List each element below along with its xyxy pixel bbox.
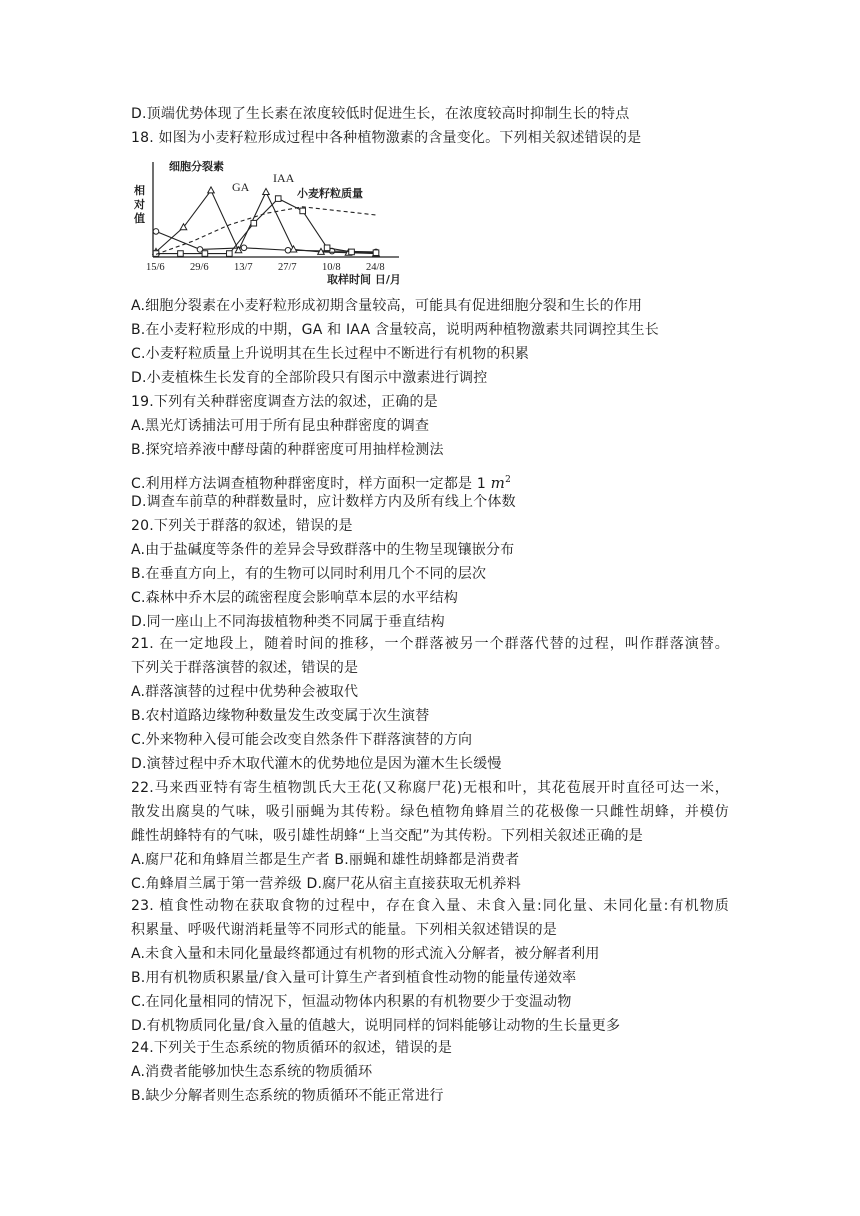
chart-xlabel: 取样时间 日/月 [327, 273, 401, 286]
option-a-q24: A.消费者能够加快生态系统的物质循环 [131, 1064, 373, 1080]
option-b-q19: B.探究培养液中酵母菌的种群密度可用抽样检测法 [131, 442, 444, 458]
option-a-q19: A.黑光灯诱捕法可用于所有昆虫种群密度的调查 [131, 418, 430, 434]
option-d-q23: D.有机物质同化量/食入量的值越大，说明同样的饲料能够让动物的生长量更多 [131, 1018, 621, 1034]
option-c-q20: C.森林中乔木层的疏密程度会影响草本层的水平结构 [131, 590, 459, 606]
data-point [275, 196, 281, 202]
option-b-q21: B.农村道路边缘物种数量发生改变属于次生演替 [131, 708, 430, 724]
x-tick-label: 29/6 [190, 262, 209, 273]
question-22-stem-2: 散发出腐臭的气味，吸引丽蝇为其传粉。绿色植物角蜂眉兰的花极像一只雌性胡蜂，并模仿 [131, 804, 729, 820]
x-tick-label: 27/7 [278, 262, 297, 273]
data-point [300, 208, 306, 214]
question-21-stem-1: 21. 在一定地段上，随着时间的推移，一个群落被另一个群落代替的过程，叫作群落演替。 [131, 636, 729, 652]
x-tick-label: 15/6 [146, 262, 165, 273]
option-a-q18: A.细胞分裂素在小麦籽粒形成初期含量较高，可能具有促进细胞分裂和生长的作用 [131, 298, 643, 314]
option-b-q24: B.缺少分解者则生态系统的物质循环不能正常进行 [131, 1088, 444, 1104]
data-point [251, 220, 257, 226]
x-tick-label: 13/7 [234, 262, 253, 273]
option-b-q20: B.在垂直方向上，有的生物可以同时利用几个不同的层次 [131, 566, 487, 582]
options-ab-q22: A.腐尸花和角蜂眉兰都是生产者 B.丽蝇和雄性胡蜂都是消费者 [131, 852, 520, 868]
question-21-stem-2: 下列关于群落演替的叙述，错误的是 [131, 660, 359, 676]
option-a-q23: A.未食入量和未同化量最终都通过有机物的形式流入分解者，被分解者利用 [131, 946, 600, 962]
options-cd-q22: C.角蜂眉兰属于第一营养级 D.腐尸花从宿主直接获取无机养料 [131, 876, 521, 892]
question-22-stem-1: 22.马来西亚特有寄生植物凯氏大王花(又称腐尸花)无根和叶，其花苞展开时直径可达一米， [131, 780, 729, 796]
question-19-stem: 19.下列有关种群密度调查方法的叙述，正确的是 [131, 394, 438, 410]
data-point [241, 245, 247, 251]
option-c-q21: C.外来物种入侵可能会改变自然条件下群落演替的方向 [131, 732, 473, 748]
option-d-q21: D.演替过程中乔木取代灌木的优势地位是因为灌木生长缓慢 [131, 756, 502, 772]
option-d-q19: D.调查车前草的种群数量时，应计数样方内及所有线上个体数 [131, 494, 516, 510]
chart-ylabel-2: 对 [134, 198, 145, 211]
data-point [227, 251, 233, 257]
option-a-q21: A.群落演替的过程中优势种会被取代 [131, 684, 359, 700]
data-point [373, 250, 379, 256]
data-point [178, 251, 184, 257]
data-point [202, 251, 208, 257]
option-a-q20: A.由于盐碱度等条件的差异会导致群落中的生物呈现镶嵌分布 [131, 542, 515, 558]
data-point [324, 245, 330, 251]
question-23-stem-2: 积累量、呼吸代谢消耗量等不同形式的能量。下列相关叙述错误的是 [131, 922, 557, 938]
question-18-stem: 18. 如图为小麦籽粒形成过程中各种植物激素的含量变化。下列相关叙述错误的是 [131, 130, 642, 146]
unit-square-meter: $m^2$ [490, 474, 512, 492]
x-tick-label: 24/8 [366, 262, 385, 273]
chart-series-label-ga: GA [232, 180, 250, 194]
option-c-q19-text: C.利用样方法调查植物种群密度时，样方面积一定都是 1 [131, 476, 486, 492]
option-b-q23: B.用有机物质积累量/食入量可计算生产者到植食性动物的能量传递效率 [131, 970, 577, 986]
x-tick-label: 10/8 [322, 262, 341, 273]
chart-ylabel-3: 值 [134, 212, 145, 225]
question-22-stem-3: 雌性胡蜂特有的气味，吸引雄性胡蜂“上当交配”为其传粉。下列相关叙述正确的是 [131, 828, 643, 844]
question-20-stem: 20.下列关于群落的叙述，错误的是 [131, 518, 353, 534]
chart-series-label-iaa: IAA [273, 171, 295, 185]
chart-ylabel-1: 相 [134, 184, 145, 197]
option-c-q19 [131, 470, 511, 494]
hormone-chart [131, 156, 411, 290]
chart-series-label-cytokinin: 细胞分裂素 [169, 160, 224, 173]
option-c-q18: C.小麦籽粒质量上升说明其在生长过程中不断进行有机物的积累 [131, 346, 530, 362]
chart-series-label-mass: 小麦籽粒质量 [297, 187, 363, 200]
data-point [153, 229, 159, 235]
option-d-q17: D.顶端优势体现了生长素在浓度较低时促进生长，在浓度较高时抑制生长的特点 [131, 106, 630, 122]
option-d-q18: D.小麦植株生长发育的全部阶段只有图示中激素进行调控 [131, 370, 488, 386]
question-23-stem-1: 23. 植食性动物在获取食物的过程中，存在食入量、未食入量:同化量、未同化量:有机物质 [131, 898, 729, 914]
option-d-q20: D.同一座山上不同海拔植物种类不同属于垂直结构 [131, 614, 445, 630]
option-b-q18: B.在小麦籽粒形成的中期，GA 和 IAA 含量较高，说明两种植物激素共同调控其生长 [131, 322, 659, 338]
option-c-q23: C.在同化量相同的情况下，恒温动物体内积累的有机物要少于变温动物 [131, 994, 572, 1010]
question-24-stem: 24.下列关于生态系统的物质循环的叙述，错误的是 [131, 1040, 453, 1056]
data-point [349, 249, 355, 255]
